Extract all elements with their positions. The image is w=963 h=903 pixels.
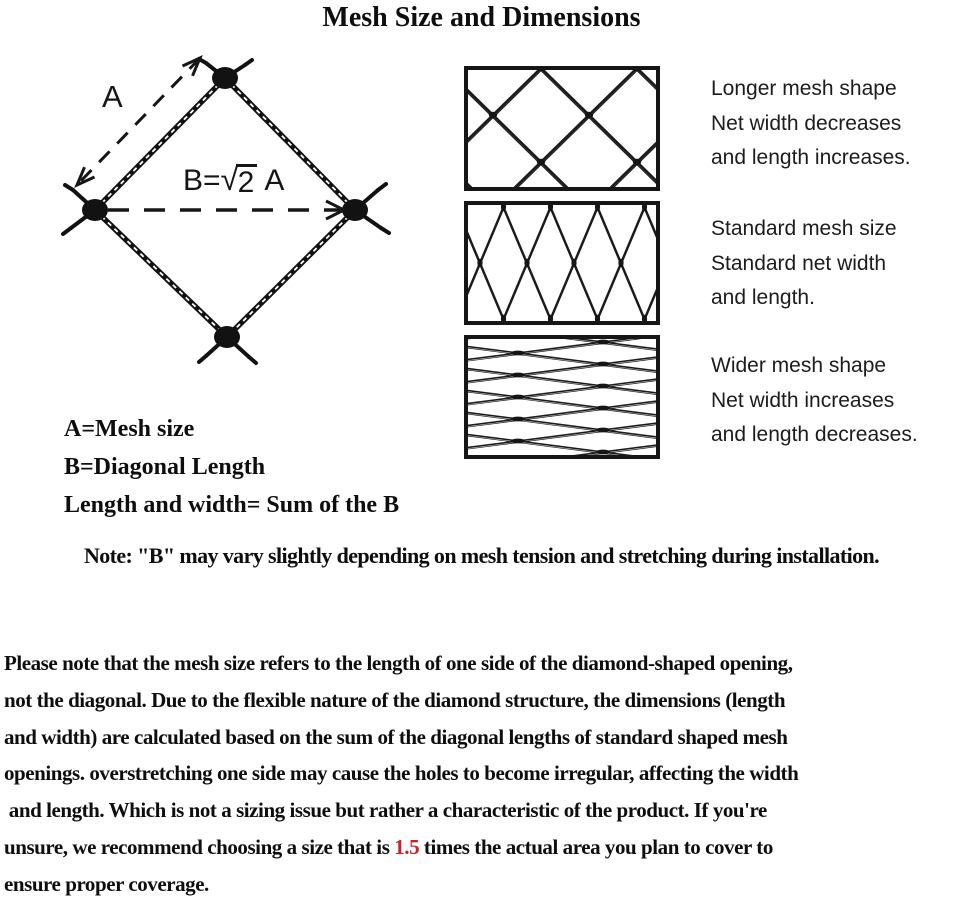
mesh-pattern-longer: [468, 70, 656, 187]
formula-prefix: B=: [183, 164, 221, 197]
caption-line: Longer mesh shape: [711, 77, 897, 100]
formula-radicand: 2: [236, 164, 258, 198]
caption-line: Wider mesh shape: [711, 354, 887, 377]
paragraph-line: and length. Which is not a sizing issue but rather a characteristic of the product. If you're: [4, 798, 767, 823]
caption-wider-mesh: [711, 349, 961, 453]
diagonal-formula-label: [183, 160, 285, 199]
caption-line: Standard mesh size: [711, 217, 897, 240]
mesh-sample-wider: [464, 335, 660, 459]
caption-line: and length decreases.: [711, 423, 918, 446]
paragraph-line: ensure proper coverage.: [4, 871, 209, 896]
diamond-mesh-diagram: [40, 40, 440, 370]
diagonal-arrow: [108, 201, 344, 219]
knots: [82, 67, 368, 348]
mesh-sample-longer: [464, 66, 660, 191]
mesh-pattern-standard: [468, 205, 656, 321]
paragraph-line: openings. overstretching one side may cause the holes to become irregular, affecting the width: [4, 761, 799, 786]
caption-longer-mesh: [711, 72, 961, 176]
diamond-sides: [95, 78, 355, 337]
sqrt-icon: √: [220, 160, 239, 197]
caption-line: and length.: [711, 286, 815, 309]
description-paragraph: [4, 645, 963, 903]
paragraph-segment: times the actual area you plan to cover to: [419, 834, 773, 859]
paragraph-segment: unsure, we recommend choosing a size that is: [4, 834, 395, 859]
paragraph-line: not the diagonal. Due to the flexible nature of the diamond structure, the dimensions (length: [4, 687, 786, 712]
ratio-highlight: 1.5: [394, 834, 420, 859]
mesh-size-label-a: A: [102, 79, 123, 114]
legend-line-sum: Length and width= Sum of the B: [64, 492, 400, 518]
rope-texture: [95, 78, 355, 337]
caption-line: Standard net width: [711, 251, 887, 275]
note-text: Note: "B" may vary slightly depending on mesh tension and stretching during installation.: [83, 543, 880, 568]
legend-line-b: B=Diagonal Length: [64, 454, 266, 480]
paragraph-line: Please note that the mesh size refers to the length of one side of the diamond-shaped opening,: [4, 651, 793, 675]
caption-line: Net width decreases: [711, 111, 902, 135]
mesh-pattern-wider: [468, 339, 656, 455]
mesh-sample-standard: [464, 201, 660, 325]
caption-standard-mesh: [711, 212, 961, 316]
formula-suffix: A: [264, 164, 285, 197]
legend: [64, 410, 399, 524]
legend-line-a: A=Mesh size: [64, 416, 195, 442]
paragraph-line: and width) are calculated based on the sum of the diagonal lengths of standard shaped mesh: [4, 724, 788, 749]
caption-line: and length increases.: [711, 146, 911, 169]
caption-line: Net width increases: [711, 388, 895, 412]
page-title: Mesh Size and Dimensions: [322, 2, 641, 33]
paragraph-line: [4, 829, 963, 866]
